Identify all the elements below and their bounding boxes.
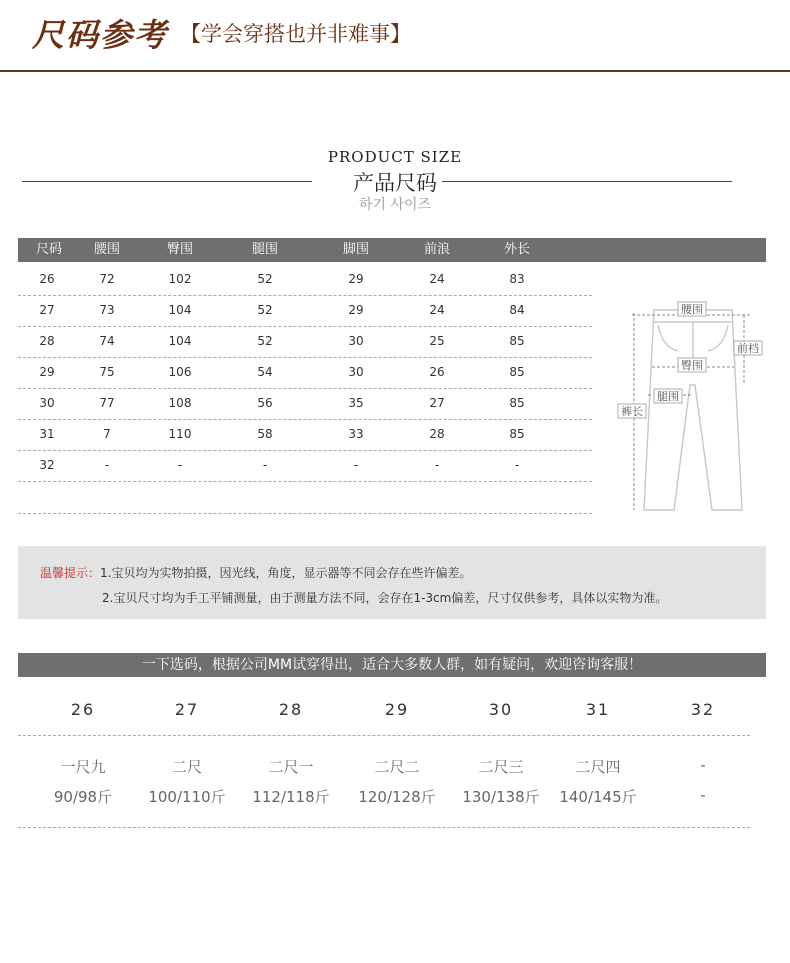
table-cell-rise: 28: [429, 427, 445, 441]
notice-label: 温馨提示：: [40, 566, 101, 580]
notice-line-1: [40, 564, 471, 581]
weight-waist-cn: -: [700, 756, 706, 774]
table-row: [18, 419, 592, 451]
header-cell-length: 外长: [503, 242, 530, 257]
header-title: 尺码参考: [32, 16, 169, 54]
table-cell-hip: 110: [168, 427, 192, 441]
table-cell-hip: 104: [168, 303, 192, 317]
table-row: [18, 357, 592, 389]
table-row: [18, 388, 592, 420]
diagram-label-length: 裤长: [621, 405, 643, 418]
table-cell-hip: 102: [168, 272, 192, 286]
table-cell-hem: 33: [348, 427, 364, 441]
table-cell-length: -: [514, 458, 520, 472]
table-row: [18, 326, 592, 358]
table-cell-size: 27: [39, 303, 55, 317]
table-cell-waist: 77: [99, 396, 115, 410]
notice-line-2: 2.宝贝尺寸均为手工平铺测量，由于测量方法不同，会存在1-3cm偏差，尺寸仅供参考，具体以实物为准。: [102, 591, 668, 605]
table-cell-rise: 25: [429, 334, 445, 348]
table-cell-waist: 74: [99, 334, 115, 348]
notice-text-1: 1.宝贝均为实物拍摄，因光线，角度，显示器等不同会存在些许偏差。: [100, 566, 472, 580]
table-cell-waist: -: [104, 458, 110, 472]
table-cell-waist: 72: [99, 272, 115, 286]
header-cell-hip: 臀围: [166, 242, 193, 257]
notice-box: [18, 546, 766, 619]
weight-size: 27: [174, 700, 200, 719]
section-title-kr: 하기 사이즈: [358, 197, 432, 213]
table-cell-rise: -: [434, 458, 440, 472]
table-cell-length: 85: [509, 334, 525, 348]
table-cell-thigh: -: [262, 458, 268, 472]
table-cell-size: 31: [39, 427, 55, 441]
table-cell-hem: 30: [348, 365, 364, 379]
table-cell-thigh: 54: [257, 365, 273, 379]
weight-size: 30: [488, 700, 514, 719]
table-cell-length: 85: [509, 396, 525, 410]
size-table-header: [18, 238, 766, 262]
table-cell-size: 29: [39, 365, 55, 379]
weight-guide-divider: [18, 735, 750, 736]
section-title-cn: 产品尺码: [353, 171, 437, 195]
header-cell-thigh: 腿围: [251, 242, 278, 257]
table-cell-thigh: 58: [257, 427, 273, 441]
weight-size: 28: [278, 700, 304, 719]
table-cell-rise: 24: [429, 303, 445, 317]
table-cell-hem: 29: [348, 303, 364, 317]
weight-waist-cn: 一尺九: [60, 758, 106, 776]
weight-range: 112/118斤: [252, 788, 330, 806]
table-cell-waist: 73: [99, 303, 115, 317]
weight-waist-cn: 二尺一: [268, 758, 314, 776]
weight-waist-cn: 二尺: [171, 758, 202, 776]
header-cell-waist: 腰围: [93, 242, 120, 257]
table-cell-thigh: 52: [257, 303, 273, 317]
weight-size: 29: [384, 700, 410, 719]
diagram-label-front-rise: 前档: [737, 342, 759, 355]
table-cell-hip: -: [177, 458, 183, 472]
weight-guide-bottom-rule: [18, 827, 750, 828]
table-cell-length: 83: [509, 272, 525, 286]
table-cell-size: 28: [39, 334, 55, 348]
table-cell-thigh: 52: [257, 272, 273, 286]
weight-waist-cn: 二尺三: [478, 758, 524, 776]
table-cell-rise: 26: [429, 365, 445, 379]
table-cell-hip: 106: [168, 365, 192, 379]
table-cell-size: 26: [39, 272, 55, 286]
pants-diagram: [612, 295, 772, 517]
table-cell-hem: 30: [348, 334, 364, 348]
weight-size: 31: [585, 700, 611, 719]
weight-waist-cn: 二尺四: [575, 758, 621, 776]
header-cell-rise: 前浪: [423, 242, 450, 257]
table-cell-size: 32: [39, 458, 55, 472]
diagram-label-hip: 臀围: [681, 359, 703, 372]
table-cell-rise: 27: [429, 396, 445, 410]
weight-range: 130/138斤: [462, 788, 540, 806]
weight-size: 32: [690, 700, 716, 719]
table-row: [18, 264, 592, 296]
weight-range: 100/110斤: [148, 788, 226, 806]
header-subtitle: 【学会穿搭也并非难事】: [180, 22, 411, 46]
table-cell-waist: 75: [99, 365, 115, 379]
header-cell-size: 尺码: [35, 242, 62, 257]
diagram-label-waist: 腰围: [681, 303, 703, 316]
table-cell-length: 85: [509, 427, 525, 441]
weight-range: 120/128斤: [358, 788, 436, 806]
table-cell-thigh: 52: [257, 334, 273, 348]
header-cell-hem: 脚围: [342, 242, 369, 257]
pants-pocket-right: [708, 325, 728, 351]
table-row: [18, 450, 592, 482]
weight-range: 90/98斤: [53, 788, 113, 806]
weight-range: -: [700, 786, 706, 804]
table-cell-hem: 29: [348, 272, 364, 286]
table-cell-hem: 35: [348, 396, 364, 410]
table-cell-thigh: 56: [257, 396, 273, 410]
table-cell-length: 85: [509, 365, 525, 379]
table-row-empty: [18, 482, 592, 514]
table-cell-hem: -: [353, 458, 359, 472]
weight-size: 26: [70, 700, 96, 719]
diagram-label-thigh: 腿围: [657, 390, 679, 403]
weight-guide-banner: 一下选码，根据公司MM试穿得出，适合大多数人群，如有疑问，欢迎咨询客服！: [18, 653, 766, 677]
weight-range: 140/145斤: [559, 788, 637, 806]
table-cell-size: 30: [39, 396, 55, 410]
table-cell-hip: 104: [168, 334, 192, 348]
table-cell-hip: 108: [168, 396, 192, 410]
section-title-en: PRODUCT SIZE: [327, 148, 463, 166]
table-row: [18, 295, 592, 327]
table-cell-rise: 24: [429, 272, 445, 286]
weight-waist-cn: 二尺二: [374, 758, 420, 776]
table-cell-waist: 7: [103, 427, 111, 441]
table-cell-length: 84: [509, 303, 525, 317]
pants-pocket-left: [658, 325, 678, 351]
